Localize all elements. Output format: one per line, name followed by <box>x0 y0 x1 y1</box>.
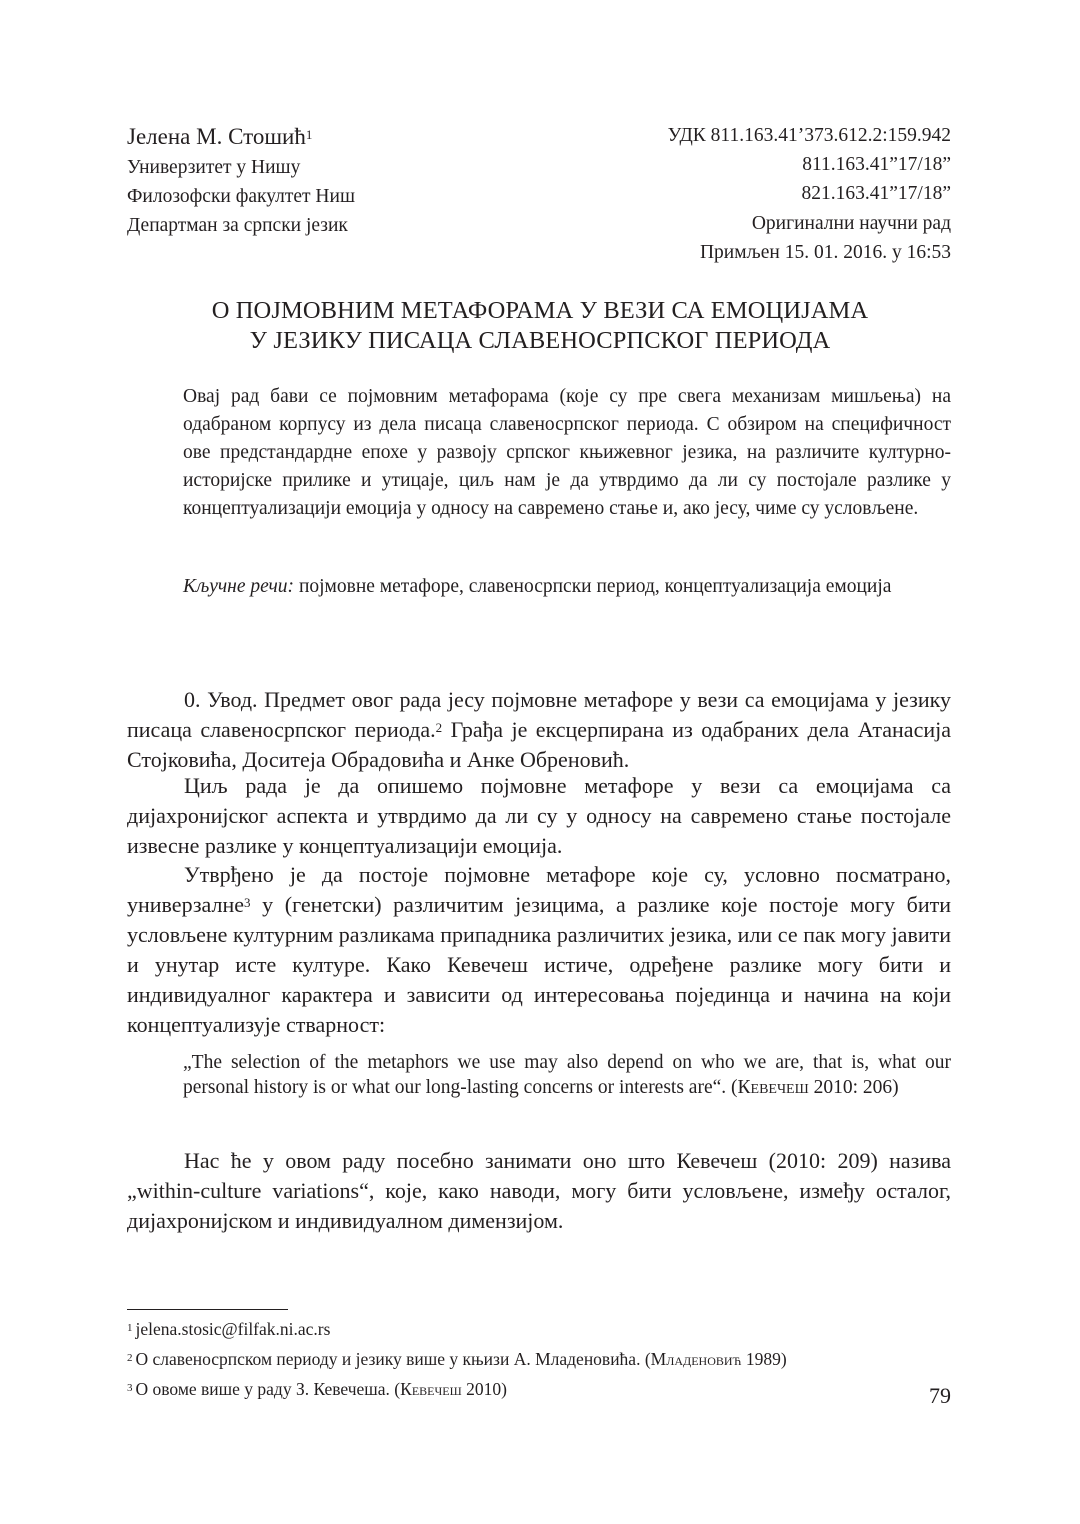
footnote-separator <box>127 1309 288 1310</box>
footnote-ref-1[interactable]: 1 <box>305 127 313 142</box>
affiliation-faculty: Филозофски факултет Ниш <box>127 186 355 207</box>
footnote-2-text-b: 1989) <box>741 1349 787 1369</box>
keywords-list: појмовне метафоре, славеносрпски период, концептуализација емоција <box>298 576 892 597</box>
paragraph-introduction <box>127 685 951 775</box>
intro-text-b: Грађа је ексцерпирана из одабраних дела Атанасија Стојковића, Доситеја Обрадовића и Анке Обреновић. <box>127 717 951 772</box>
paper-title-line-2: У ЈЕЗИКУ ПИСАЦА СЛАВЕНОСРПСКОГ ПЕРИОДА <box>249 327 831 354</box>
keywords <box>183 573 951 601</box>
paper-type: Оригинални научни рад <box>751 213 951 234</box>
affiliation-university: Универзитет у Нишу <box>127 157 301 178</box>
author-name-text: Јелена М. Стошић <box>127 124 306 149</box>
findings-text-b: у (генетски) различитим језицима, а разлике које постоје могу бити условљене културним разликама припадника различитих језика, или се пак могу јавити и унутар исте културе. Како Кевечеш истиче, одређене разлике могу бити и индивидуалног карактера и зависити од интересовања појединца и начина на који концептуализује стварност: <box>127 892 951 1037</box>
udk-line-2: 811.163.41”17/18” <box>802 154 951 175</box>
paragraph-aim: Циљ рада је да опишемо појмовне метафоре у вези са емоцијама са дијахронијског аспекта и утврдимо да ли су у односу на савремено стање постојале извесне разлике у концептуализацији емоција. <box>127 773 951 858</box>
quote-citation-year: 2010: 206) <box>808 1077 899 1098</box>
page-number: 79 <box>929 1383 951 1408</box>
footnote-3-text-a: О овоме више у раду З. Кевечеша. ( <box>135 1379 401 1399</box>
footnote-ref-3[interactable]: 3 <box>244 895 251 910</box>
keywords-label: Кључне речи: <box>183 576 295 597</box>
quote-citation-author: Кевечеш <box>737 1077 809 1098</box>
footnote-1-number: 1 <box>127 1322 133 1334</box>
udk-line-3: 821.163.41”17/18” <box>801 183 951 204</box>
author-name <box>127 122 312 152</box>
footnote-1 <box>127 1318 330 1340</box>
received-date: Примљен 15. 01. 2016. у 16:53 <box>699 242 951 263</box>
udk-line-1: УДК 811.163.41’373.612.2:159.942 <box>667 125 951 146</box>
footnote-2-number: 2 <box>127 1352 133 1364</box>
intro-text-a: 0. Увод. Предмет овог рада јесу појмовне метафоре у вези са емоцијама у језику писаца славеносрпског периода. <box>127 687 951 742</box>
footnote-1-email-link[interactable]: jelena.stosic@filfak.ni.ac.rs <box>135 1319 331 1339</box>
footnote-2-citation: Младеновић <box>650 1349 742 1369</box>
footnote-3-text-b: 2010) <box>461 1379 507 1399</box>
footnote-3 <box>127 1378 507 1400</box>
footnote-3-number: 3 <box>127 1382 133 1394</box>
paragraph-findings <box>127 860 951 1040</box>
footnote-3-citation: Кевечеш <box>400 1379 462 1399</box>
paragraph-within-culture: Нас ће у овом раду посебно занимати оно што Кевечеш (2010: 209) назива „within-culture variations“, које, како наводи, могу бити условљене, између осталог, дијахронијском и индивидуалном димензијом. <box>127 1148 951 1233</box>
abstract: Овај рад бави се појмовним метафорама (које су пре свега механизам мишљења) на одабраном корпусу из дела писаца славеносрпског периода. С обзиром на специфичност ове предстандардне епохе у развоју српског књижевног језика, на различите културно-историјске прилике и утицаје, циљ нам је да утврдимо да ли су постојале разлике у концептуализацији емоција у односу на савремено стање и, ако јесу, чиме су условљене. <box>183 386 951 519</box>
block-quote <box>183 1050 951 1100</box>
footnote-2-text-a: О славеносрпском периоду и језику више у књизи А. Младеновића. ( <box>135 1349 651 1369</box>
footnote-2 <box>127 1348 787 1370</box>
affiliation-department: Департман за српски језик <box>127 215 348 236</box>
footnote-ref-2[interactable]: 2 <box>435 720 443 735</box>
quote-text: „The selection of the metaphors we use may also depend on who we are, that is, what our personal history is or what our long-lasting concerns or interests are“. ( <box>183 1052 951 1098</box>
paper-title-line-1: О ПОЈМОВНИМ МЕТАФОРАМА У ВЕЗИ СА ЕМОЦИЈАМА <box>211 297 869 324</box>
findings-text-a: Утврђено је да постоје појмовне метафоре које су, условно посматрано, универзалне <box>127 862 951 917</box>
